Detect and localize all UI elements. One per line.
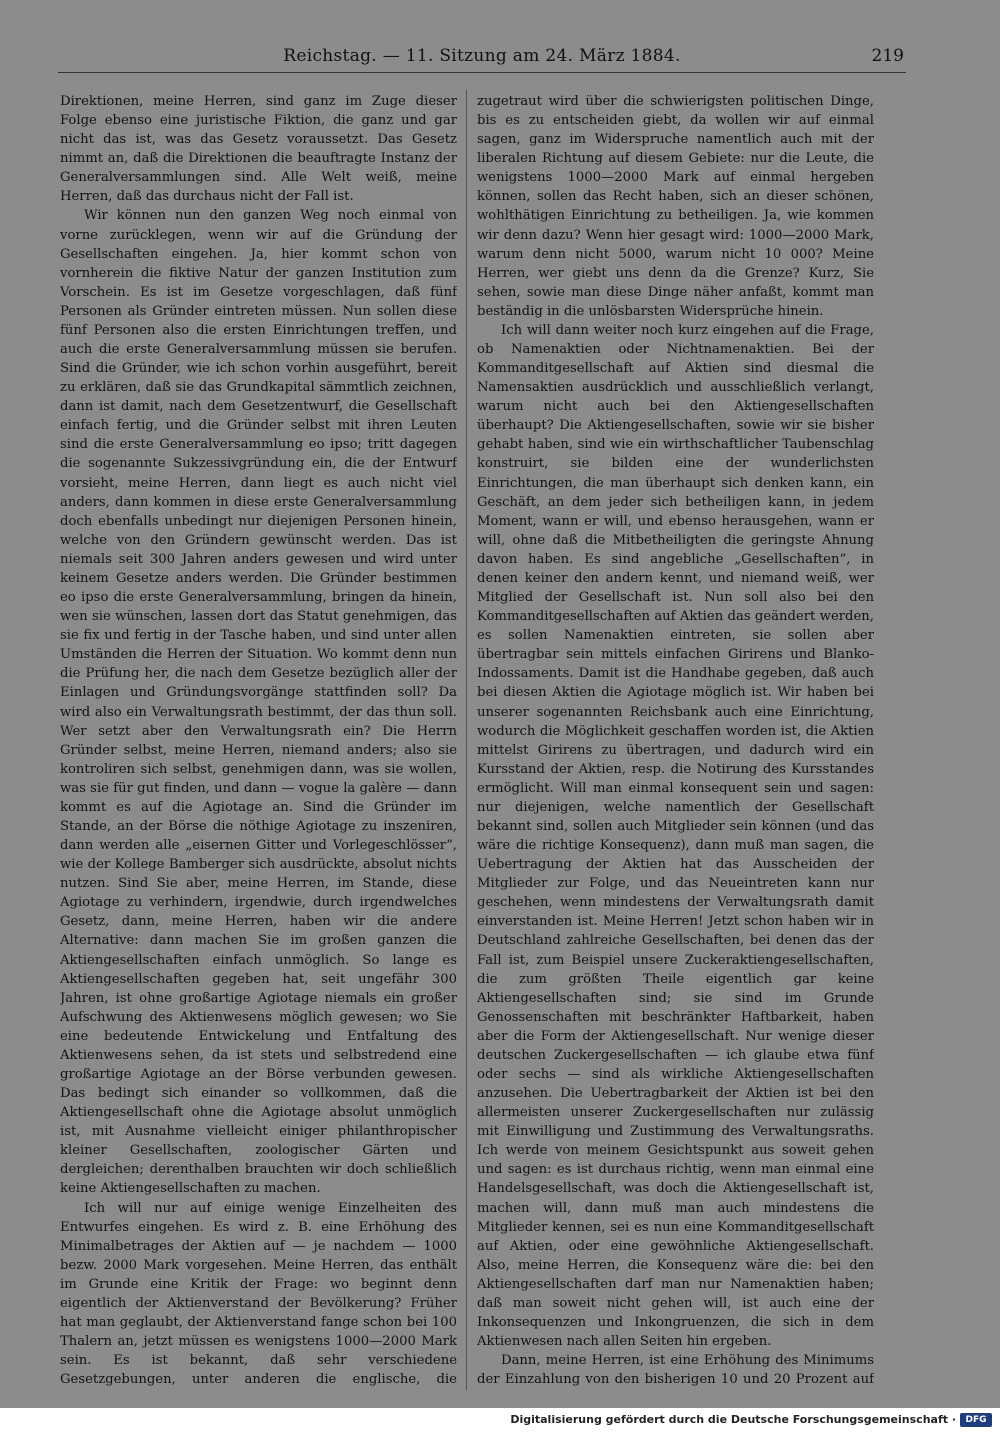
page-number: 219 (871, 46, 904, 66)
paragraph: Ich will nur auf einige wenige Einzelheiten des Entwurfes eingehen. Es wird z. B. eine Erhöhung des Minimalbetrages der Aktien auf — je nachdem — 1000 bezw. 2000 Mark vorgesehen. Meine Herren, das enthält im Grunde eine Kritik der Frage: wo beginnt denn eigentlich der Aktienverstand der Bevölkerung? Früher hat man geglaubt, der Aktienverstand fange schon bei 100 Thalern an, jetzt müssen es wenigstens 1000—2000 Mark sein. Es ist bekannt, daß sehr verschiedene Gesetzgebungen, unter anderen die englische, die (60, 1200, 457, 1388)
running-title: Reichstag. — 11. Sitzung am 24. März 1884. (283, 46, 681, 66)
page-header (58, 44, 906, 73)
paragraph: Ich will dann weiter noch kurz eingehen auf die Frage, ob Namenaktien oder Nichtnamenaktien. Bei der Kommanditgesellschaft auf Aktien sind diesmal die Namensaktien ausdrücklich und ausschließlich verlangt, warum nicht auch bei den Aktiengesellschaften überhaupt? Die Aktiengesellschaften, sowie wir sie bisher gehabt haben, sind wie ein wirthschaftlicher Taubenschlag konstruirt, sie bilden eine der wunderlichsten Einrichtungen, die man überhaupt sich denken kann, ein Geschäft, an dem jeder sich betheiligen kann, in jedem Moment, wann er will, und ebenso herausgehen, wann er will, ohne daß die Mitbetheiligten die geringste Ahnung davon haben. Es sind angebliche „Gesellschaften“, in denen keiner den andern kennt, und niemand weiß, wer Mitglied der Gesellschaft ist. Nun soll also bei den Kommanditgesellschaften auf Aktien das geändert werden, es sollen Namenaktien eintreten, sie sollen aber übertragbar sein mittels einfachen Girirens und Blanko-Indossaments. Damit ist die Handhabe gegeben, daß auch bei diesen Aktien die Agiotage möglich ist. Wir haben bei unserer sogenannten Reichsbank auch eine Einrichtung, wodurch die Möglichkeit geschaffen worden ist, die Aktien mittelst Girirens zu übertragen, und dadurch wird ein Kursstand der Aktien, resp. die Notirung des Kursstandes ermöglicht. Will man einmal konsequent sein und sagen: nur diejenigen, welche namentlich der Gesellschaft bekannt sind, sollen auch Mitglieder sein können (und das wäre die richtige Konsequenz), dann muß man sagen, die Uebertragung der Aktien hat das Ausscheiden der Mitglieder zur Folge, und das Neueintreten kann nur geschehen, wenn mindestens der Verwaltungsrath damit einverstanden ist. Meine Herren! Jetzt schon haben wir in Deutschland zahlreiche Gesellschaften, bei denen das der Fall ist, zum Beispiel unsere Zuckeraktiengesellschaften, die zum größten Theile eigentlich gar keine Aktiengesellschaften sind; sie sind im Grunde Genossenschaften mit beschränkter Haftbarkeit, haben aber die Form der Aktiengesellschaft. Nur wenige dieser deutschen Zuckergesellschaften — ich glaube etwa fünf oder sechs — sind als wirkliche Aktiengesellschaften anzusehen. Die Uebertragbarkeit der Aktien ist bei den allermeisten unserer Zuckergesellschaften nur zulässig mit Einwilligung und Zustimmung des Verwaltungsraths. Ich werde von meinem Gesichtspunkt aus soweit gehen und sagen: es ist durchaus richtig, wenn man einmal eine Handelsgesellschaft, was doch die Aktiengesellschaft ist, machen will, dann muß man auch mindestens die Mitglieder kennen, sei es nun eine Kommanditgesellschaft auf Aktien, oder eine gewöhnliche Aktiengesellschaft. Also, meine Herren, die Konsequenz wäre die: bei den Aktiengesellschaften darf man nur Namenaktien haben; daß man soweit nicht gehen will, ist auch eine der Inkonsequenzen und Inkongruenzen, die sich in dem Aktienwesen nach allen Seiten hin ergeben. (477, 322, 874, 1350)
dfg-logo-icon: DFG (960, 1413, 992, 1427)
paragraph: Direktionen, meine Herren, sind ganz im Zuge dieser Folge ebenso eine juristische Fiktion, die ganz und gar nicht das ist, was das Gesetz voraussetzt. Das Gesetz nimmt an, daß die Direktionen die beauftragte Instanz der Generalversammlungen sind. Alle Welt weiß, meine Herren, daß das durchaus nicht der Fall ist. (60, 94, 457, 205)
paragraph: Wir können nun den ganzen Weg noch einmal von vorne zurücklegen, wenn wir auf die Gründung der Gesellschaften eingehen. Ja, hier kommt schon von vornherein die fiktive Natur der ganzen Institution zum Vorschein. Es ist im Gesetze vorgeschlagen, daß fünf Personen als Gründer eintreten müssen. Nun sollen diese fünf Personen also die ersten Einrichtungen treffen, und auch die erste Generalversammlung müssen sie berufen. Sind die Gründer, wie ich schon vorhin ausgeführt, bereit zu erklären, daß sie das Grundkapital sämmtlich zeichnen, dann ist damit, nach dem Gesetzentwurf, die Gesellschaft einfach fertig, und die Gründer selbst mit ihren Leuten sind die erste Generalversammlung eo ipso; tritt dagegen die sogenannte Sukzessivgründung ein, die der Entwurf vorsieht, meine Herren, dann liegt es auch nicht viel anders, dann kommen in diese erste Generalversammlung doch ebenfalls unbedingt nur diejenigen Personen hinein, welche von den Gründern gewünscht werden. Das ist niemals seit 300 Jahren anders gewesen und wird unter keinem Gesetze anders werden. Die Gründer bestimmen eo ipso die erste Generalversammlung, bringen da hinein, wen sie wünschen, lassen dort das Statut genehmigen, das sie fix und fertig in der Tasche haben, und sind unter allen Umständen die Herren der Situation. Wo kommt denn nun die Prüfung her, die nach dem Gesetze bezüglich aller der Einlagen und Gründungsvorgänge stattfinden soll? Da wird also ein Verwaltungsrath bestimmt, der das thun soll. Wer setzt aber den Verwaltungsrath ein? Die Herrn Gründer selbst, meine Herren, niemand anders; also sie kontroliren sich selbst, genehmigen dann, was sie wollen, was sie für gut finden, und dann — vogue la galère — dann kommt es auf die Agiotage an. Sind die Gründer im Stande, an der Börse die nöthige Agiotage zu inszeniren, dann werden alle „eisernen Gitter und Vorlegeschlösser“, wie der Kollege Bamberger sich ausdrückte, absolut nichts nutzen. Sind Sie aber, meine Herren, im Stande, diese Agiotage zu verhindern, irgendwie, durch irgendwelches Gesetz, dann, meine Herren, haben wir die andere Alternative: dann machen Sie im großen ganzen die Aktiengesellschaften einfach unmöglich. So lange es Aktiengesellschaften gegeben hat, seit ungefähr 300 Jahren, ist ohne großartige Agiotage niemals ein großer Aufschwung des Aktienwesens möglich gewesen; wo Sie eine bedeutende Entwickelung und Entfaltung des Aktienwesens sehen, da ist stets und selbstredend eine großartige Agiotage an der Börse verbunden gewesen. Das bedingt sich einander so vollkommen, daß die Aktiengesellschaft ohne die Agiotage absolut unmöglich ist, mit Ausnahme vielleicht einiger philanthropischer kleiner Gesellschaften, zoologischer Gärten und dergleichen; derenthalben brauchten wir doch schließlich keine Aktiengesellschaften zu machen. (60, 208, 457, 1197)
right-column (477, 92, 874, 1388)
paragraph: zugetraut wird über die schwierigsten politischen Dinge, bis es zu entscheiden giebt, da wollen wir auf einmal sagen, ganz im Widerspruche namentlich auch mit der liberalen Richtung auf diesem Gebiete: nur die Leute, die wenigstens 1000—2000 Mark auf einmal hergeben können, sollen das Recht haben, sich an dieser schönen, wohlthätigen Einrichtung zu betheiligen. Ja, wie kommen wir denn dazu? Wenn hier gesagt wird: 1000—2000 Mark, warum denn nicht 5000, warum nicht 10 000? Meine Herren, wer giebt uns denn da die Grenze? Kurz, Sie sehen, sowie man diese Dinge näher anfaßt, kommt man beständig in die unlösbarsten Widersprüche hinein. (477, 94, 874, 319)
left-column (60, 92, 457, 1388)
funding-credit: Digitalisierung gefördert durch die Deutsche Forschungsgemeinschaft · (510, 1413, 956, 1426)
footer-bar (0, 1408, 1000, 1432)
column-divider (466, 90, 467, 1390)
paragraph: Dann, meine Herren, ist eine Erhöhung des Minimums der Einzahlung von den bisherigen 10 und 20 Prozent auf (477, 1353, 874, 1388)
